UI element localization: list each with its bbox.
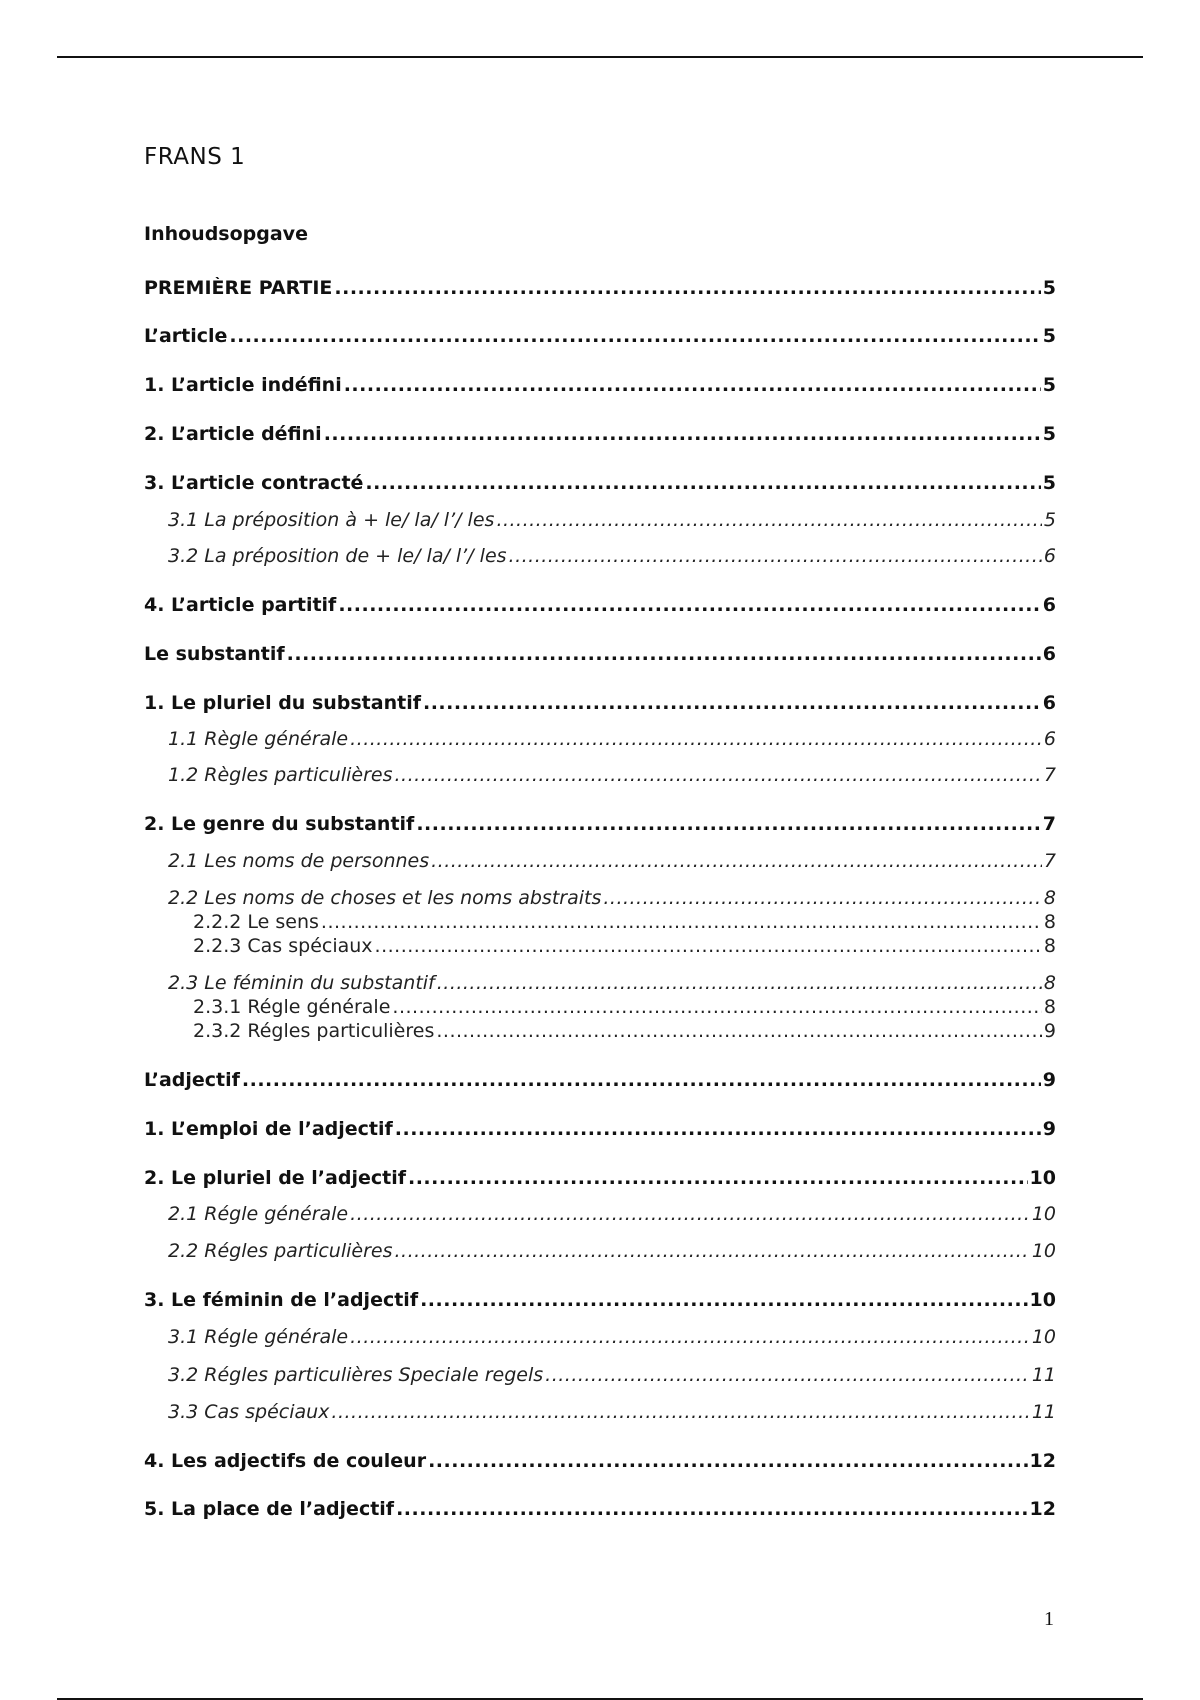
toc-entry-label: 2.3 Le féminin du substantif: [168, 972, 435, 994]
document-title: FRANS 1: [144, 144, 246, 170]
toc-dot-leader: [437, 972, 1042, 994]
toc-entry[interactable]: [168, 728, 1056, 750]
toc-dot-leader: [344, 374, 1041, 396]
toc-entry-page: 11: [1031, 1364, 1056, 1386]
toc-entry-label: 1. Le pluriel du substantif: [144, 692, 421, 714]
toc-entry-page: 8: [1043, 996, 1056, 1018]
toc-dot-leader: [416, 813, 1040, 835]
toc-entry[interactable]: [168, 1203, 1056, 1225]
toc-heading: Inhoudsopgave: [144, 223, 308, 245]
toc-entry[interactable]: [144, 1498, 1056, 1520]
toc-entry[interactable]: [144, 1118, 1056, 1140]
toc-dot-leader: [545, 1364, 1030, 1386]
toc-dot-leader: [603, 887, 1042, 909]
toc-dot-leader: [395, 1118, 1041, 1140]
toc-dot-leader: [365, 472, 1040, 494]
toc-entry-page: 10: [1031, 1326, 1056, 1348]
toc-entry-label: 1.2 Règles particulières: [168, 764, 393, 786]
toc-entry-page: 9: [1043, 1020, 1056, 1042]
toc-dot-leader: [431, 850, 1042, 872]
toc-entry[interactable]: [144, 643, 1056, 665]
toc-entry-label: 2.2 Régles particulières: [168, 1240, 393, 1262]
toc-dot-leader: [423, 692, 1041, 714]
toc-dot-leader: [334, 277, 1040, 299]
toc-dot-leader: [395, 764, 1042, 786]
toc-entry-label: 2. Le pluriel de l’adjectif: [144, 1167, 406, 1189]
toc-entry[interactable]: [144, 423, 1056, 445]
toc-entry-label: 1. L’article indéfini: [144, 374, 342, 396]
toc-entry-page: 6: [1043, 545, 1056, 567]
toc-entry[interactable]: [144, 1069, 1056, 1091]
toc-entry-page: 10: [1029, 1167, 1056, 1189]
toc-entry[interactable]: [144, 1167, 1056, 1189]
toc-entry-page: 9: [1042, 1118, 1056, 1140]
toc-entry[interactable]: [144, 1450, 1056, 1472]
page-number: 1: [1044, 1608, 1054, 1630]
toc-dot-leader: [392, 996, 1042, 1018]
toc-entry-page: 8: [1043, 887, 1056, 909]
toc-entry-page: 10: [1031, 1203, 1056, 1225]
toc-entry-label: 2. L’article défini: [144, 423, 322, 445]
toc-entry[interactable]: [144, 594, 1056, 616]
toc-dot-leader: [509, 545, 1042, 567]
toc-dot-leader: [242, 1069, 1041, 1091]
toc-entry-page: 9: [1042, 1069, 1056, 1091]
toc-entry-label: 2.1 Régle générale: [168, 1203, 349, 1225]
toc-entry[interactable]: [168, 1240, 1056, 1262]
toc-entry-page: 10: [1031, 1240, 1056, 1262]
toc-dot-leader: [396, 1498, 1027, 1520]
toc-entry[interactable]: [193, 996, 1056, 1018]
toc-entry[interactable]: [144, 325, 1056, 347]
toc-entry-label: 4. Les adjectifs de couleur: [144, 1450, 427, 1472]
toc-entry-page: 5: [1042, 325, 1056, 347]
toc-entry-label: 4. L’article partitif: [144, 594, 337, 616]
toc-entry-label: 3.2 Régles particulières Speciale regels: [168, 1364, 544, 1386]
toc-entry-page: 7: [1042, 813, 1056, 835]
toc-entry[interactable]: [168, 1364, 1056, 1386]
toc-entry-label: 3.3 Cas spéciaux: [168, 1401, 330, 1423]
toc-entry-page: 5: [1042, 472, 1056, 494]
toc-entry-page: 6: [1043, 728, 1056, 750]
toc-dot-leader: [496, 509, 1041, 531]
toc-entry-label: Le substantif: [144, 643, 285, 665]
toc-dot-leader: [428, 1450, 1027, 1472]
toc-entry[interactable]: [144, 472, 1056, 494]
toc-dot-leader: [338, 594, 1040, 616]
toc-entry[interactable]: [144, 1289, 1056, 1311]
toc-entry-page: 5: [1042, 374, 1056, 396]
toc-entry-label: PREMIÈRE PARTIE: [144, 277, 333, 299]
toc-entry-label: 1.1 Règle générale: [168, 728, 349, 750]
toc-entry-page: 6: [1042, 643, 1056, 665]
toc-entry-page: 7: [1043, 764, 1056, 786]
toc-dot-leader: [420, 1289, 1027, 1311]
toc-entry-label: 2.1 Les noms de personnes: [168, 850, 430, 872]
toc-dot-leader: [350, 728, 1042, 750]
toc-entry[interactable]: [193, 911, 1056, 933]
toc-entry[interactable]: [193, 935, 1056, 957]
toc-entry-page: 5: [1042, 277, 1056, 299]
toc-dot-leader: [395, 1240, 1030, 1262]
toc-entry-page: 7: [1043, 850, 1056, 872]
toc-dot-leader: [350, 1203, 1030, 1225]
toc-dot-leader: [331, 1401, 1029, 1423]
toc-entry-label: 3. Le féminin de l’adjectif: [144, 1289, 419, 1311]
toc-entry[interactable]: [168, 764, 1056, 786]
toc-entry-page: 5: [1043, 509, 1056, 531]
toc-entry[interactable]: [168, 1326, 1056, 1348]
toc-entry[interactable]: [144, 692, 1056, 714]
toc-entry-label: 3.2 La préposition de + le/ la/ l’/ les: [168, 545, 507, 567]
toc-entry-page: 8: [1043, 935, 1056, 957]
toc-entry-label: L’adjectif: [144, 1069, 240, 1091]
toc-entry-page: 8: [1043, 972, 1056, 994]
toc-entry[interactable]: [144, 813, 1056, 835]
toc-dot-leader: [408, 1167, 1028, 1189]
toc-entry-label: 3.1 La préposition à + le/ la/ l’/ les: [168, 509, 495, 531]
toc-dot-leader: [287, 643, 1041, 665]
toc-entry-page: 10: [1029, 1289, 1056, 1311]
toc-dot-leader: [375, 935, 1042, 957]
toc-entry[interactable]: [168, 887, 1056, 909]
toc-dot-leader: [350, 1326, 1030, 1348]
toc-entry-page: 5: [1042, 423, 1056, 445]
toc-entry[interactable]: [168, 509, 1056, 531]
toc-dot-leader: [229, 325, 1040, 347]
toc-entry-label: 1. L’emploi de l’adjectif: [144, 1118, 393, 1140]
toc-entry-page: 8: [1043, 911, 1056, 933]
toc-entry-label: 3. L’article contracté: [144, 472, 364, 494]
toc-dot-leader: [321, 911, 1042, 933]
toc-entry-label: 2. Le genre du substantif: [144, 813, 415, 835]
toc-entry[interactable]: [168, 1401, 1056, 1423]
toc-entry[interactable]: [168, 850, 1056, 872]
toc-entry-label: 2.2.2 Le sens: [193, 911, 319, 933]
toc-entry-label: 2.3.1 Régle générale: [193, 996, 391, 1018]
toc-entry-page: 12: [1029, 1450, 1056, 1472]
toc-entry-page: 6: [1042, 692, 1056, 714]
toc-entry[interactable]: [168, 545, 1056, 567]
toc-dot-leader: [436, 1020, 1042, 1042]
toc-entry-label: 2.3.2 Régles particulières: [193, 1020, 435, 1042]
toc-entry-label: 2.2 Les noms de choses et les noms abstraits: [168, 887, 602, 909]
header-rule: [57, 56, 1143, 58]
toc-entry-label: 2.2.3 Cas spéciaux: [193, 935, 373, 957]
toc-entry-label: 3.1 Régle générale: [168, 1326, 349, 1348]
toc-entry[interactable]: [193, 1020, 1056, 1042]
toc-entry-page: 12: [1029, 1498, 1056, 1520]
toc-dot-leader: [324, 423, 1041, 445]
toc-entry[interactable]: [168, 972, 1056, 994]
toc-entry-page: 11: [1031, 1401, 1056, 1423]
toc-entry-label: L’article: [144, 325, 228, 347]
toc-entry-label: 5. La place de l’adjectif: [144, 1498, 395, 1520]
toc-entry[interactable]: [144, 374, 1056, 396]
toc-entry[interactable]: [144, 277, 1056, 299]
toc-entry-page: 6: [1042, 594, 1056, 616]
